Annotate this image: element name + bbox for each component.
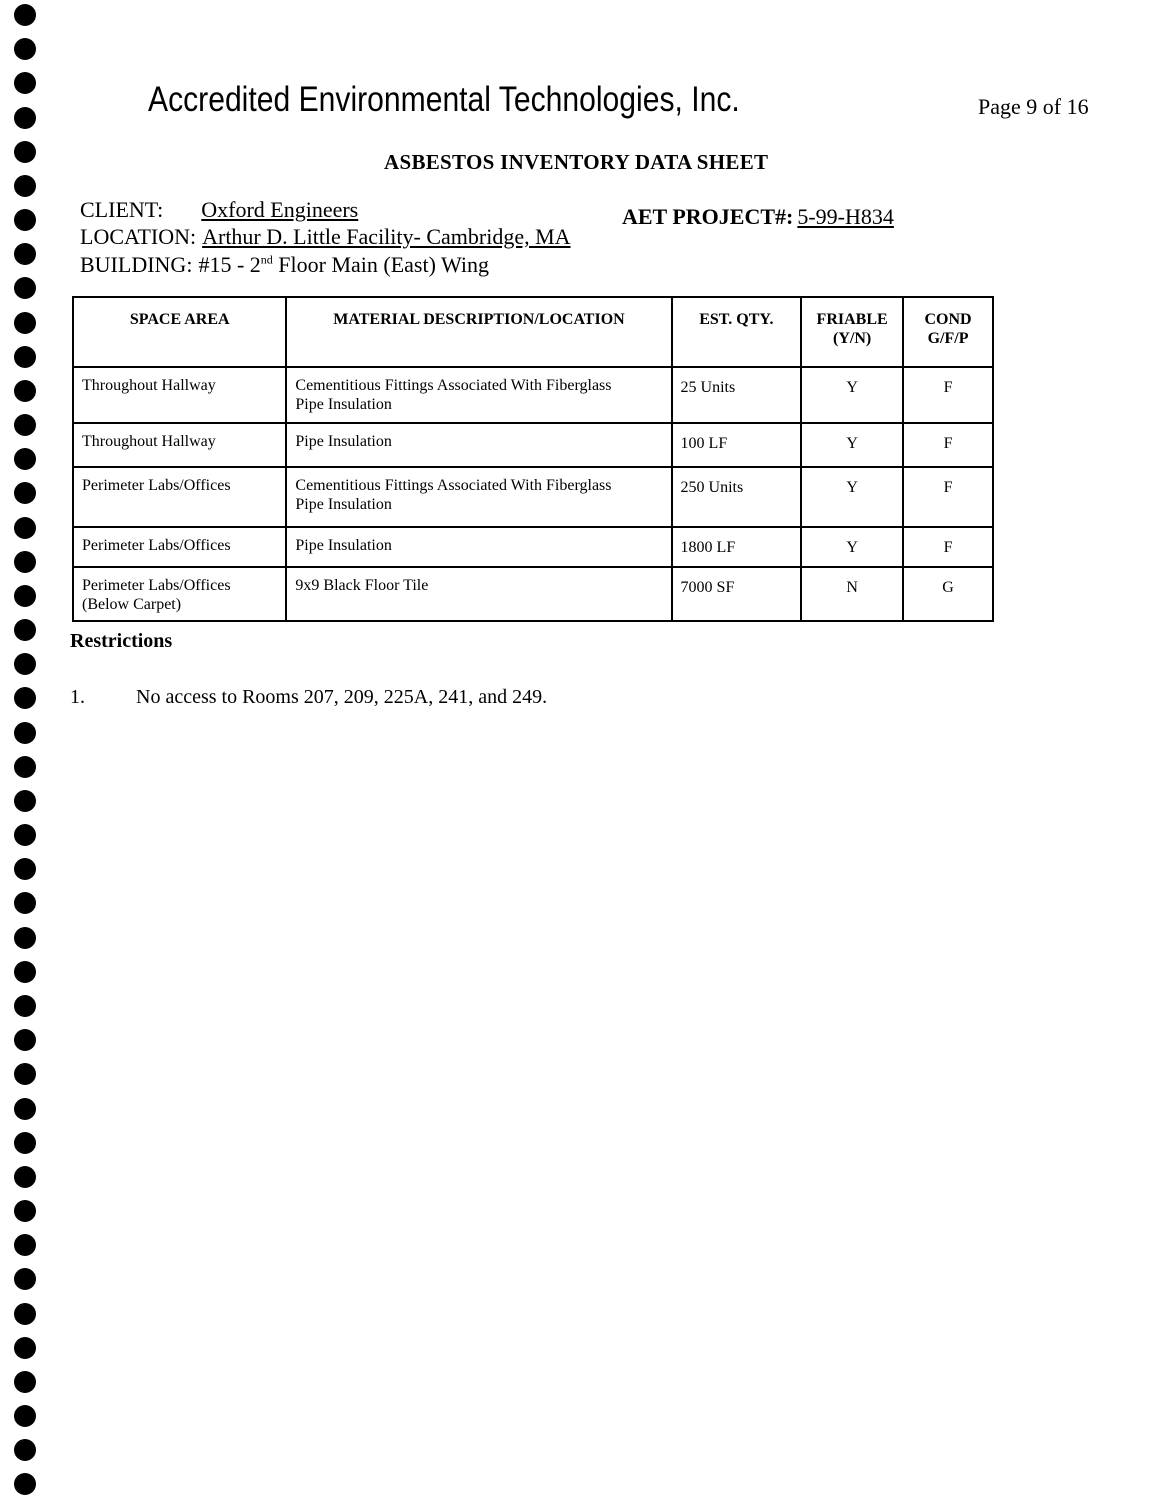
table-header-row	[73, 297, 993, 367]
binder-hole	[14, 687, 36, 709]
cell-cond: G	[903, 567, 993, 621]
cell-friable: Y	[801, 467, 903, 527]
binder-hole	[14, 619, 36, 641]
cell-space-line1: Perimeter Labs/Offices	[82, 537, 231, 554]
page-number: Page 9 of 16	[978, 94, 1089, 119]
building-value-sup: nd	[260, 252, 273, 267]
building-line	[80, 252, 489, 278]
binder-hole	[14, 312, 36, 334]
binder-hole	[14, 243, 36, 265]
cell-space	[73, 567, 286, 621]
table-row	[73, 567, 993, 621]
table-row	[73, 423, 993, 467]
cell-material	[286, 527, 671, 567]
sheet-title: ASBESTOS INVENTORY DATA SHEET	[384, 150, 769, 174]
building-value	[198, 252, 489, 277]
building-value-prefix: #15 - 2	[198, 252, 261, 277]
binder-hole	[14, 961, 36, 983]
binder-hole	[14, 1063, 36, 1085]
binder-hole	[14, 756, 36, 778]
binder-hole	[14, 380, 36, 402]
cell-space-line1: Perimeter Labs/Offices	[82, 577, 231, 594]
col-friable-line2: (Y/N)	[833, 330, 872, 347]
cell-material-line2: Pipe Insulation	[295, 496, 392, 513]
binder-hole	[14, 1405, 36, 1427]
project-line	[622, 204, 894, 230]
binder-hole	[14, 892, 36, 914]
restrictions-title: Restrictions	[70, 630, 173, 652]
cell-space-line1: Throughout Hallway	[82, 433, 216, 450]
project-label: AET PROJECT#:	[622, 204, 794, 229]
binder-hole	[14, 1473, 36, 1495]
building-label: BUILDING:	[80, 252, 193, 277]
cell-space-line2: (Below Carpet)	[82, 596, 182, 613]
binder-hole	[14, 1268, 36, 1290]
binder-hole	[14, 1371, 36, 1393]
binder-hole	[14, 209, 36, 231]
cell-space	[73, 527, 286, 567]
cell-friable: N	[801, 567, 903, 621]
binder-hole	[14, 585, 36, 607]
binder-hole	[14, 141, 36, 163]
binder-hole	[14, 72, 36, 94]
col-cond-line2: G/F/P	[927, 330, 969, 347]
binder-hole	[14, 1132, 36, 1154]
location-label: LOCATION:	[80, 224, 197, 249]
col-friable-line1: FRIABLE	[816, 311, 888, 328]
cell-material	[286, 567, 671, 621]
binder-hole	[14, 448, 36, 470]
cell-cond: F	[903, 367, 993, 423]
col-friable	[801, 297, 903, 367]
cell-material	[286, 367, 671, 423]
location-value: Arthur D. Little Facility- Cambridge, MA	[202, 224, 571, 249]
cell-cond: F	[903, 423, 993, 467]
cell-qty: 250 Units	[672, 467, 802, 527]
project-value: 5-99-H834	[797, 204, 894, 229]
cell-space	[73, 423, 286, 467]
cell-cond: F	[903, 527, 993, 567]
binder-holes	[14, 4, 40, 1496]
cell-qty: 100 LF	[672, 423, 802, 467]
col-cond	[903, 297, 993, 367]
location-line	[80, 224, 571, 250]
cell-material-line1: 9x9 Black Floor Tile	[295, 577, 429, 594]
binder-hole	[14, 1200, 36, 1222]
restriction-number: 1.	[70, 686, 85, 708]
company-name: Accredited Environmental Technologies, Inc.	[148, 80, 740, 119]
binder-hole	[14, 414, 36, 436]
binder-hole	[14, 927, 36, 949]
binder-hole	[14, 1303, 36, 1325]
cell-space	[73, 467, 286, 527]
inventory-table	[72, 296, 994, 622]
client-label: CLIENT:	[80, 197, 164, 222]
table-row	[73, 527, 993, 567]
cell-qty: 25 Units	[672, 367, 802, 423]
binder-hole	[14, 38, 36, 60]
cell-material	[286, 423, 671, 467]
binder-hole	[14, 4, 36, 26]
col-space-area: SPACE AREA	[73, 297, 286, 367]
binder-hole	[14, 1337, 36, 1359]
cell-friable: Y	[801, 527, 903, 567]
cell-friable: Y	[801, 423, 903, 467]
binder-hole	[14, 1439, 36, 1461]
binder-hole	[14, 107, 36, 129]
client-line	[80, 197, 358, 223]
binder-hole	[14, 824, 36, 846]
cell-space-line1: Throughout Hallway	[82, 377, 216, 394]
client-value: Oxford Engineers	[201, 197, 359, 222]
cell-material-line1: Cementitious Fittings Associated With Fiberglass	[295, 477, 612, 494]
binder-hole	[14, 1166, 36, 1188]
binder-hole	[14, 1029, 36, 1051]
binder-hole	[14, 346, 36, 368]
cell-material	[286, 467, 671, 527]
restriction-text: No access to Rooms 207, 209, 225A, 241, and 249.	[136, 686, 548, 708]
binder-hole	[14, 1234, 36, 1256]
binder-hole	[14, 551, 36, 573]
cell-space-line1: Perimeter Labs/Offices	[82, 477, 231, 494]
binder-hole	[14, 790, 36, 812]
col-material: MATERIAL DESCRIPTION/LOCATION	[286, 297, 671, 367]
binder-hole	[14, 995, 36, 1017]
binder-hole	[14, 175, 36, 197]
binder-hole	[14, 482, 36, 504]
cell-cond: F	[903, 467, 993, 527]
table-row	[73, 467, 993, 527]
cell-material-line2: Pipe Insulation	[295, 396, 392, 413]
binder-hole	[14, 1098, 36, 1120]
binder-hole	[14, 858, 36, 880]
col-cond-line1: COND	[924, 311, 972, 328]
building-value-suffix: Floor Main (East) Wing	[272, 252, 490, 277]
binder-hole	[14, 653, 36, 675]
binder-hole	[14, 277, 36, 299]
cell-friable: Y	[801, 367, 903, 423]
binder-hole	[14, 722, 36, 744]
cell-material-line1: Cementitious Fittings Associated With Fiberglass	[295, 377, 612, 394]
table-row	[73, 367, 993, 423]
col-qty: EST. QTY.	[672, 297, 802, 367]
cell-qty: 7000 SF	[672, 567, 802, 621]
binder-hole	[14, 517, 36, 539]
cell-material-line1: Pipe Insulation	[295, 433, 392, 450]
cell-space	[73, 367, 286, 423]
cell-material-line1: Pipe Insulation	[295, 537, 392, 554]
cell-qty: 1800 LF	[672, 527, 802, 567]
